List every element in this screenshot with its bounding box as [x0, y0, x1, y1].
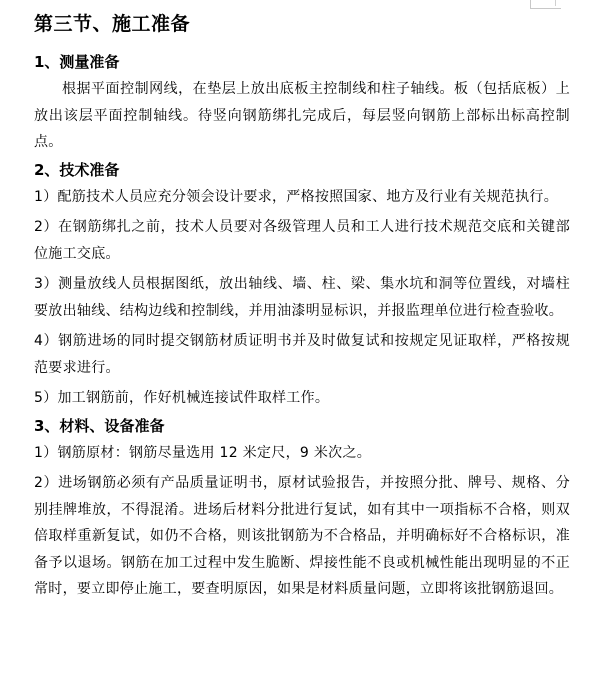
paragraph-tech-1: 1）配筋技术人员应充分领会设计要求，严格按照国家、地方及行业有关规范执行。 [34, 188, 559, 205]
page-corner-mark-right [555, 0, 576, 6]
heading-technical-preparation: 2、技术准备 [34, 160, 120, 179]
paragraph-tech-2: 2）在钢筋绑扎之前，技术人员要对各级管理人员和工人进行技术规范交底和关键部位施工交底。 [34, 219, 570, 262]
paragraph-tech-3: 3）测量放线人员根据图纸，放出轴线、墙、柱、梁、集水坑和洞等位置线，对墙柱要放出轴线、结构边线和控制线，并用油漆明显标识，并报监理单位进行检查验收。 [34, 276, 570, 319]
paragraph-material-2: 2）进场钢筋必须有产品质量证明书，原材试验报告，并按照分批、牌号、规格、分别挂牌堆放，不得混淆。进场后材料分批进行复试，如有其中一项指标不合格，则双倍取样重新复试，如仍不合格，则该批钢筋为不合格品，并明确标好不合格标识，准备予以退场。钢筋在加工过程中发生脆断、焊接性能不良或机械性能出现明显的不正常时，要立即停止施工，要查明原因，如果是材料质量问题，立即将该批钢筋退回。 [34, 475, 570, 597]
paragraph-material-1: 1）钢筋原材：钢筋尽量选用 12 米定尺，9 米次之。 [34, 444, 372, 461]
heading-survey-preparation: 1、测量准备 [34, 53, 120, 71]
paragraph-tech-5: 5）加工钢筋前，作好机械连接试件取样工作。 [34, 390, 330, 406]
section-title: 第三节、施工准备 [34, 13, 191, 35]
heading-material-preparation: 3、材料、设备准备 [34, 416, 165, 435]
paragraph-survey: 根据平面控制网线，在垫层上放出底板主控制线和柱子轴线。板（包括底板）上放出该层平面控制轴线。待竖向钢筋绑扎完成后，每层竖向钢筋上部标出标高控制点。 [34, 81, 570, 150]
paragraph-tech-4: 4）钢筋进场的同时提交钢筋材质证明书并及时做复试和按规定见证取样，严格按规范要求进行。 [34, 333, 570, 376]
